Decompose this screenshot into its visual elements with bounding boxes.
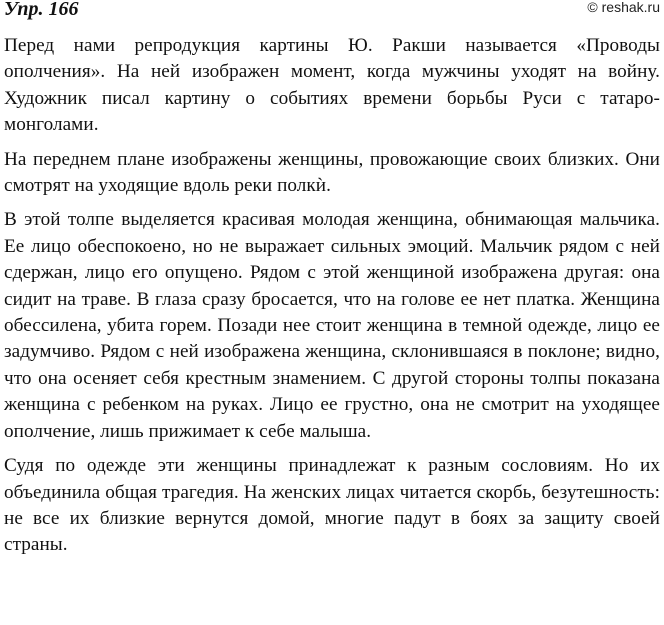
source-watermark: © reshak.ru <box>587 0 660 15</box>
paragraph-intro: Перед нами репродукция картины Ю. Ракши называется «Проводы ополчения». На ней изображен момент, когда мужчины уходят на войну. Художник писал картину о событиях времени борьбы Руси с татаро-монголами. <box>4 35 660 136</box>
page-header <box>4 0 660 26</box>
essay-text <box>4 33 660 567</box>
paragraph-conclusion: Судя по одежде эти женщины принадлежат к разным сословиям. Но их объединила общая трагедия. На женских лицах читается скорбь, безутешность: не все их близкие вернутся домой, многие падут в боях за защиту своей страны. <box>4 455 660 556</box>
paragraph-foreground: На переднем плане изображены женщины, провожающие своих близких. Они смотрят на уходящие вдоль реки полкѝ. <box>4 148 660 197</box>
exercise-title: Упр. 166 <box>4 0 79 20</box>
paragraph-crowd: В этой толпе выделяется красивая молодая женщина, обнимающая мальчика. Ее лицо обеспокоено, но не выражает сильных эмоций. Мальчик рядом с ней сдержан, лицо его опущено. Рядом с этой женщиной изображена другая: она сидит на траве. В глаза сразу бросается, что на голове ее нет платка. Женщина обессилена, убита горем. Позади нее стоит женщина в темной одежде, лицо ее задумчиво. Рядом с ней изображена женщина, склонившаяся в поклоне; видно, что она осеняет себя крестным знамением. С другой стороны толпы показана женщина с ребенком на руках. Лицо ее грустно, она не смотрит на уходящее ополчение, лишь прижимает к себе малыша. <box>4 209 660 442</box>
